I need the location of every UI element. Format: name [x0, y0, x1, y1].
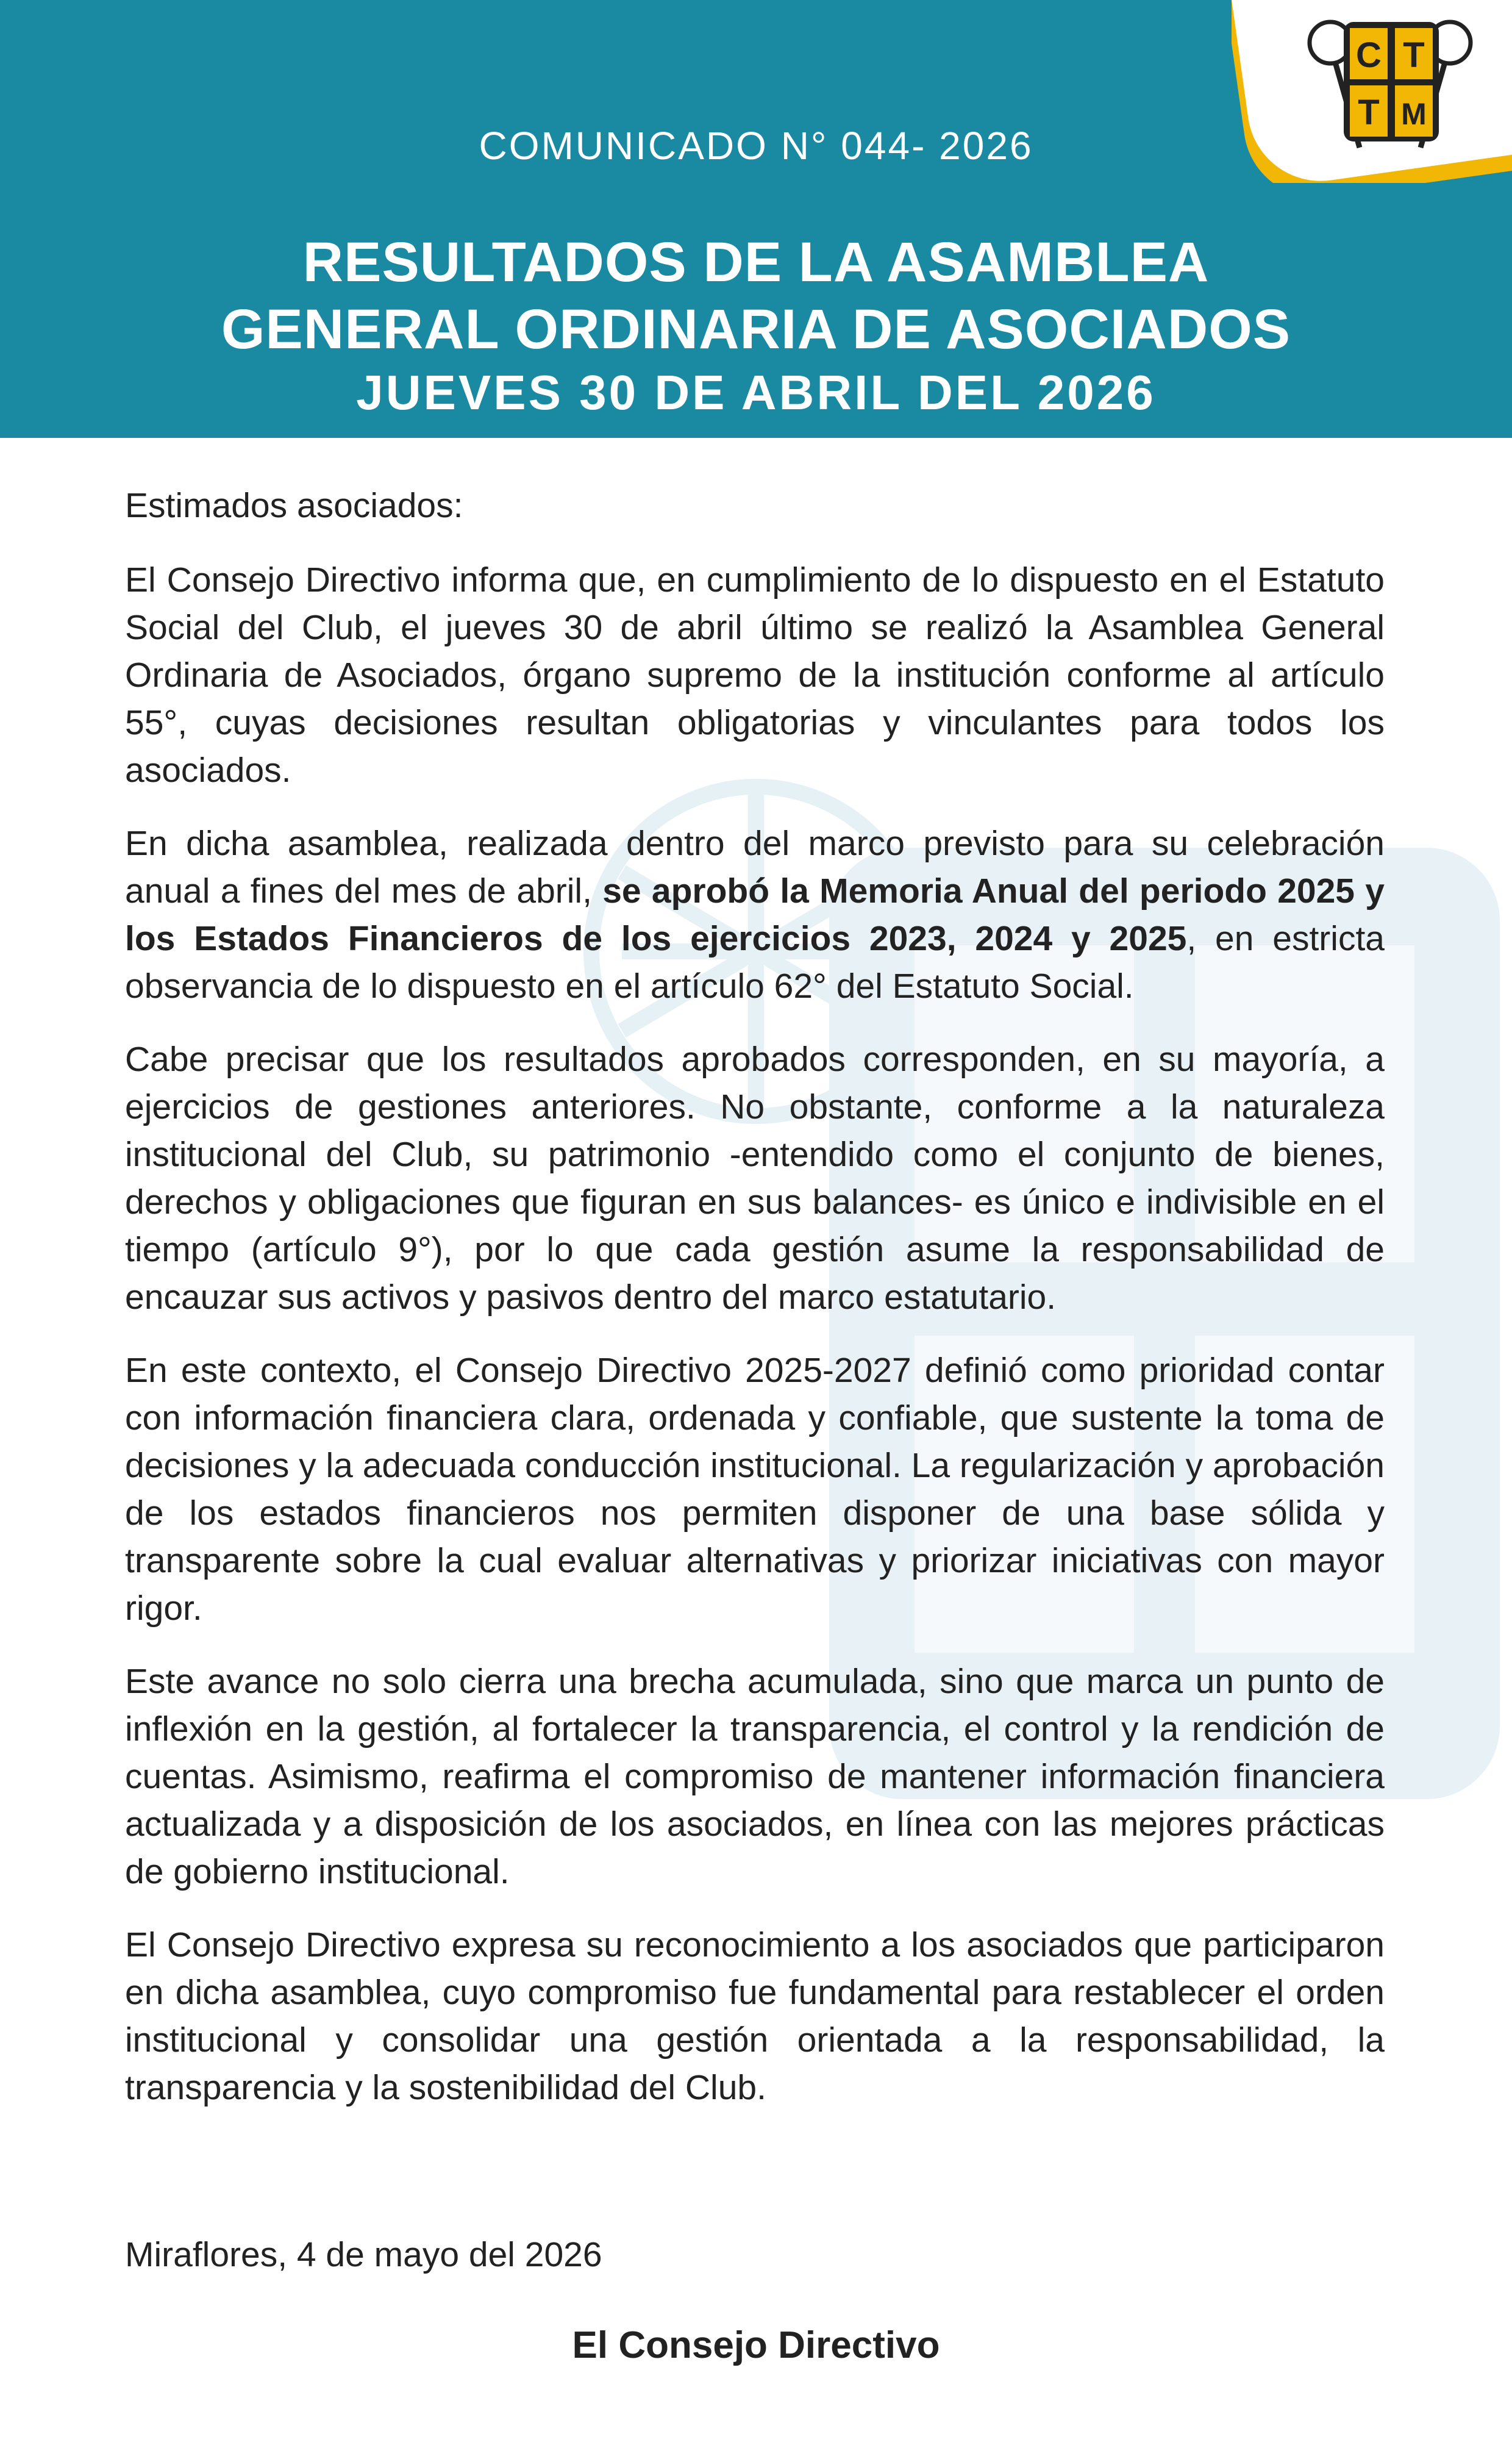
- paragraph-3: Cabe precisar que los resultados aprobados corresponden, en su mayoría, a ejercicios de gestiones anteriores. No obstante, conforme a la naturaleza institucional del Club, su patrimonio -entendido como el conjunto de bienes, derechos y obligaciones que figuran en sus balances- es único e indivisible en el tiempo (artículo 9°), por lo que cada gestión asume la responsabilidad de encauzar sus activos y pasivos dentro del marco estatutario.: [125, 1040, 1385, 1317]
- paragraph-2: [125, 820, 1385, 1010]
- paragraph-4: En este contexto, el Consejo Directivo 2025-2027 definió como prioridad contar con información financiera clara, ordenada y confiable, que sustente la toma de decisiones y la adecuada conducción institucional. La regularización y aprobación de los estados financieros nos permiten disponer de una base sólida y transparente sobre la cual evaluar alternativas y priorizar iniciativas con mayor rigor.: [125, 1351, 1385, 1628]
- paragraph-5: Este avance no solo cierra una brecha acumulada, sino que marca un punto de inflexión en la gestión, al fortalecer la transparencia, el control y la rendición de cuentas. Asimismo, reafirma el compromiso de mantener información financiera actualizada y a disposición de los asociados, en línea con las mejores prácticas de gobierno institucional.: [125, 1662, 1385, 1891]
- paragraph-2-start: En dicha asamblea, realizada dentro del marco previsto para su celebración anual a fines del mes de abril,: [125, 824, 1385, 911]
- paragraph-6: El Consejo Directivo expresa su reconocimiento a los asociados que participaron en dicha asamblea, cuyo compromiso fue fundamental para restablecer el orden institucional y consolidar una gestión orientada a la responsabilidad, la transparencia y la sostenibilidad del Club.: [125, 1925, 1385, 2107]
- crest-letter-m: M: [1401, 97, 1427, 131]
- comunicado-number: COMUNICADO N° 044- 2026: [479, 124, 1033, 168]
- signature: El Consejo Directivo: [572, 2324, 940, 2366]
- title-line-2: GENERAL ORDINARIA DE ASOCIADOS: [221, 298, 1291, 360]
- greeting: Estimados asociados:: [125, 486, 463, 525]
- paragraph-2-end: , en estricta observancia de lo dispuesto en el artículo 62° del Estatuto Social.: [125, 919, 1385, 1006]
- title-date: JUEVES 30 DE ABRIL DEL 2026: [356, 365, 1156, 420]
- paragraph-2-bold: se aprobó la Memoria Anual del periodo 2025 y los Estados Financieros de los ejercicios 2023, 2024 y 2025: [125, 872, 1385, 958]
- place-date: Miraflores, 4 de mayo del 2026: [125, 2235, 602, 2274]
- crest-letter-t1: T: [1403, 35, 1425, 75]
- header-band: [0, 0, 1512, 438]
- title-line-1: RESULTADOS DE LA ASAMBLEA: [302, 231, 1210, 293]
- crest-letter-c: C: [1356, 35, 1382, 75]
- paragraph-1: El Consejo Directivo informa que, en cumplimiento de lo dispuesto en el Estatuto Social del Club, el jueves 30 de abril último se realizó la Asamblea General Ordinaria de Asociados, órgano supremo de la institución conforme al artículo 55°, cuyas decisiones resultan obligatorias y vinculantes para todos los asociados.: [125, 560, 1385, 790]
- letter-body: [125, 482, 1385, 2137]
- crest-letter-t2: T: [1358, 93, 1380, 132]
